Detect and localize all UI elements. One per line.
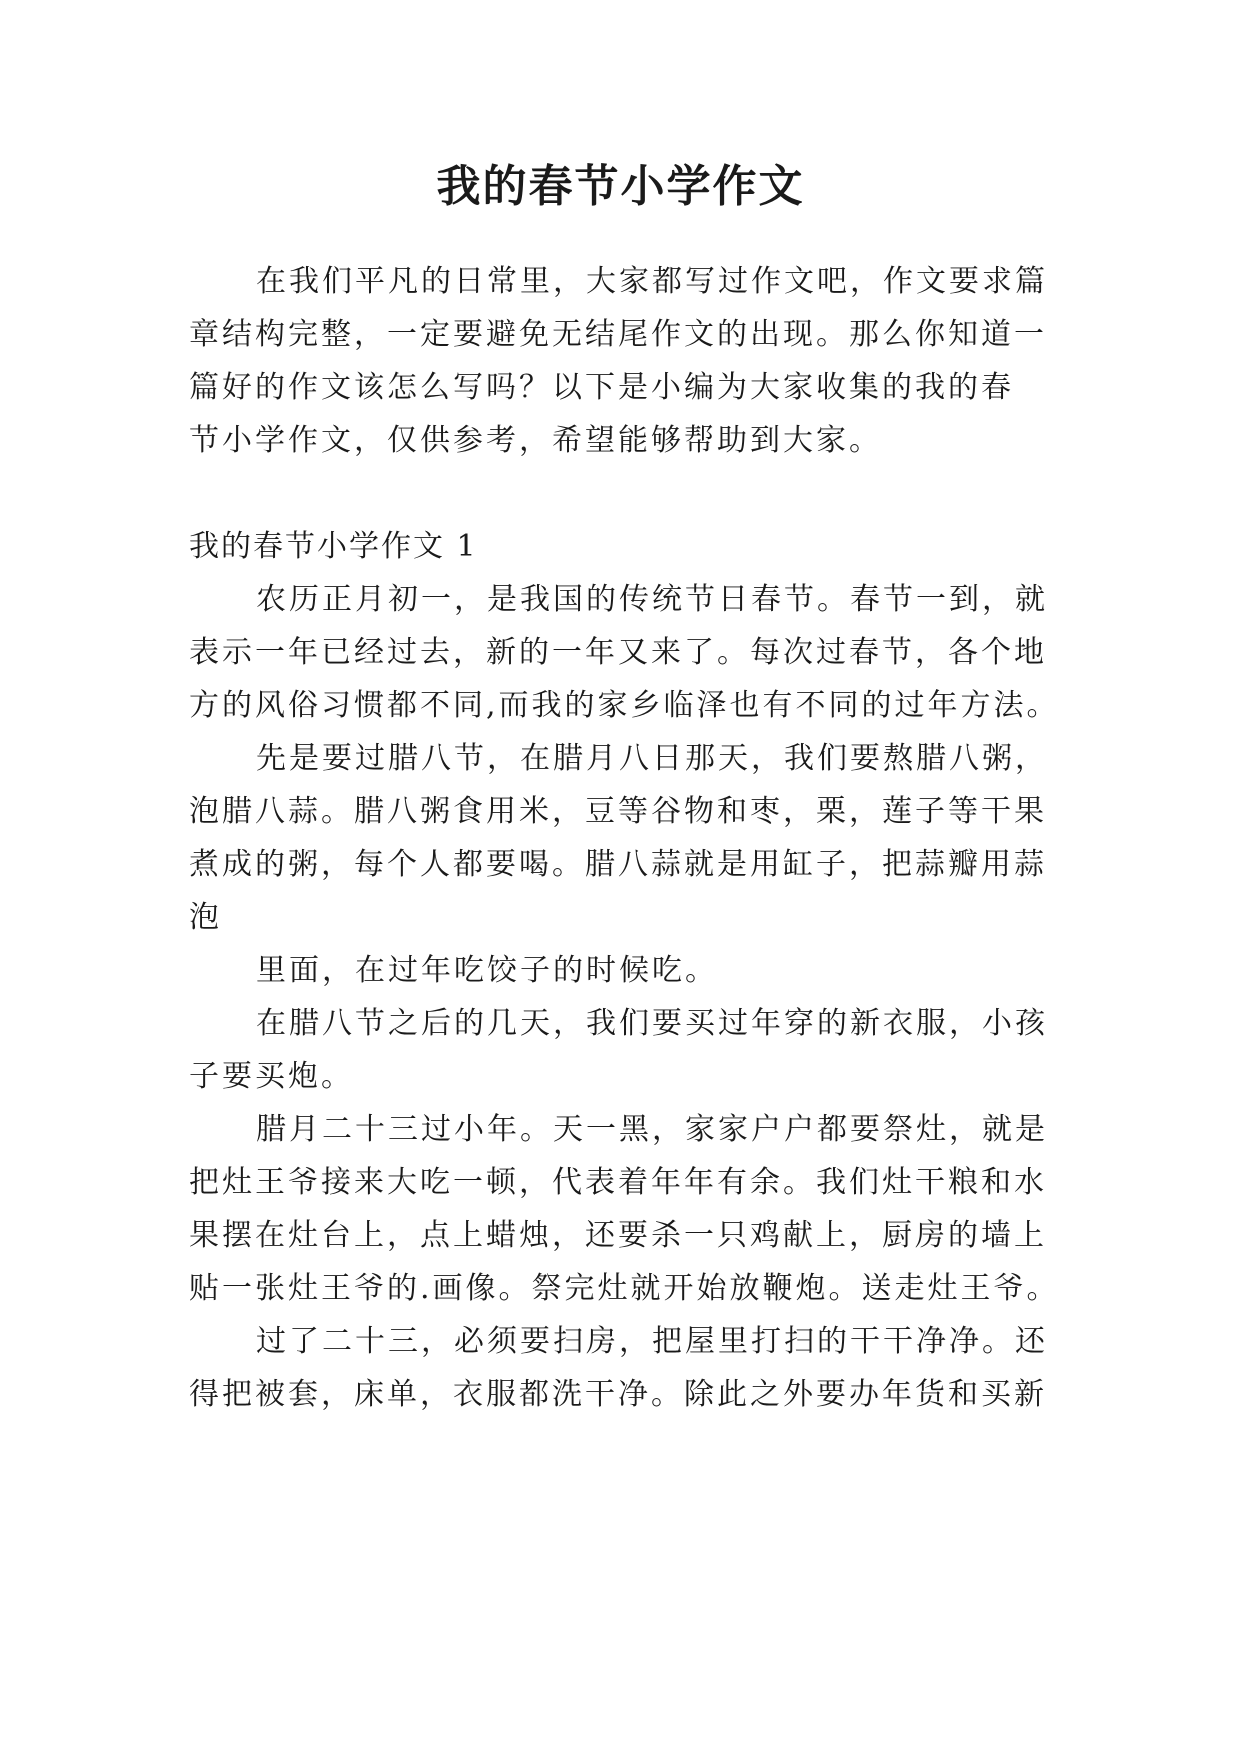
body-line: 得把被套，床单，衣服都洗干净。除此之外要办年货和买新 [189, 1377, 1047, 1412]
body-line: 泡腊八蒜。腊八粥食用米，豆等谷物和枣，栗，莲子等干果 [189, 794, 1047, 829]
body-line: 煮成的粥，每个人都要喝。腊八蒜就是用缸子，把蒜瓣用蒜 [189, 847, 1047, 882]
body-line: 方的风俗习惯都不同,而我的家乡临泽也有不同的过年方法。 [189, 688, 1060, 723]
body-line: 在腊八节之后的几天，我们要买过年穿的新衣服，小孩 [256, 1006, 1048, 1041]
body-line: 农历正月初一，是我国的传统节日春节。春节一到，就 [256, 582, 1048, 617]
body-line: 泡 [189, 900, 222, 935]
body-line: 腊月二十三过小年。天一黑，家家户户都要祭灶，就是 [256, 1112, 1048, 1147]
intro-line: 在我们平凡的日常里，大家都写过作文吧，作文要求篇 [256, 264, 1048, 299]
body-line: 子要买炮。 [189, 1059, 354, 1094]
body-line: 贴一张灶王爷的.画像。祭完灶就开始放鞭炮。送走灶王爷。 [189, 1271, 1060, 1306]
body-line: 过了二十三，必须要扫房，把屋里打扫的干干净净。还 [256, 1324, 1048, 1359]
body-line: 果摆在灶台上，点上蜡烛，还要杀一只鸡献上，厨房的墙上 [189, 1218, 1047, 1253]
document-title: 我的春节小学作文 [436, 161, 805, 212]
body-line: 把灶王爷接来大吃一顿，代表着年年有余。我们灶干粮和水 [189, 1165, 1047, 1200]
body-line: 里面，在过年吃饺子的时候吃。 [256, 953, 718, 988]
intro-line: 节小学作文，仅供参考，希望能够帮助到大家。 [189, 423, 882, 458]
section-heading: 我的春节小学作文 1 [189, 529, 478, 564]
intro-line: 篇好的作文该怎么写吗？以下是小编为大家收集的我的春 [189, 370, 1014, 405]
intro-line: 章结构完整，一定要避免无结尾作文的出现。那么你知道一 [189, 317, 1047, 352]
body-line: 表示一年已经过去，新的一年又来了。每次过春节，各个地 [189, 635, 1047, 670]
body-line: 先是要过腊八节，在腊月八日那天，我们要熬腊八粥， [256, 741, 1048, 776]
